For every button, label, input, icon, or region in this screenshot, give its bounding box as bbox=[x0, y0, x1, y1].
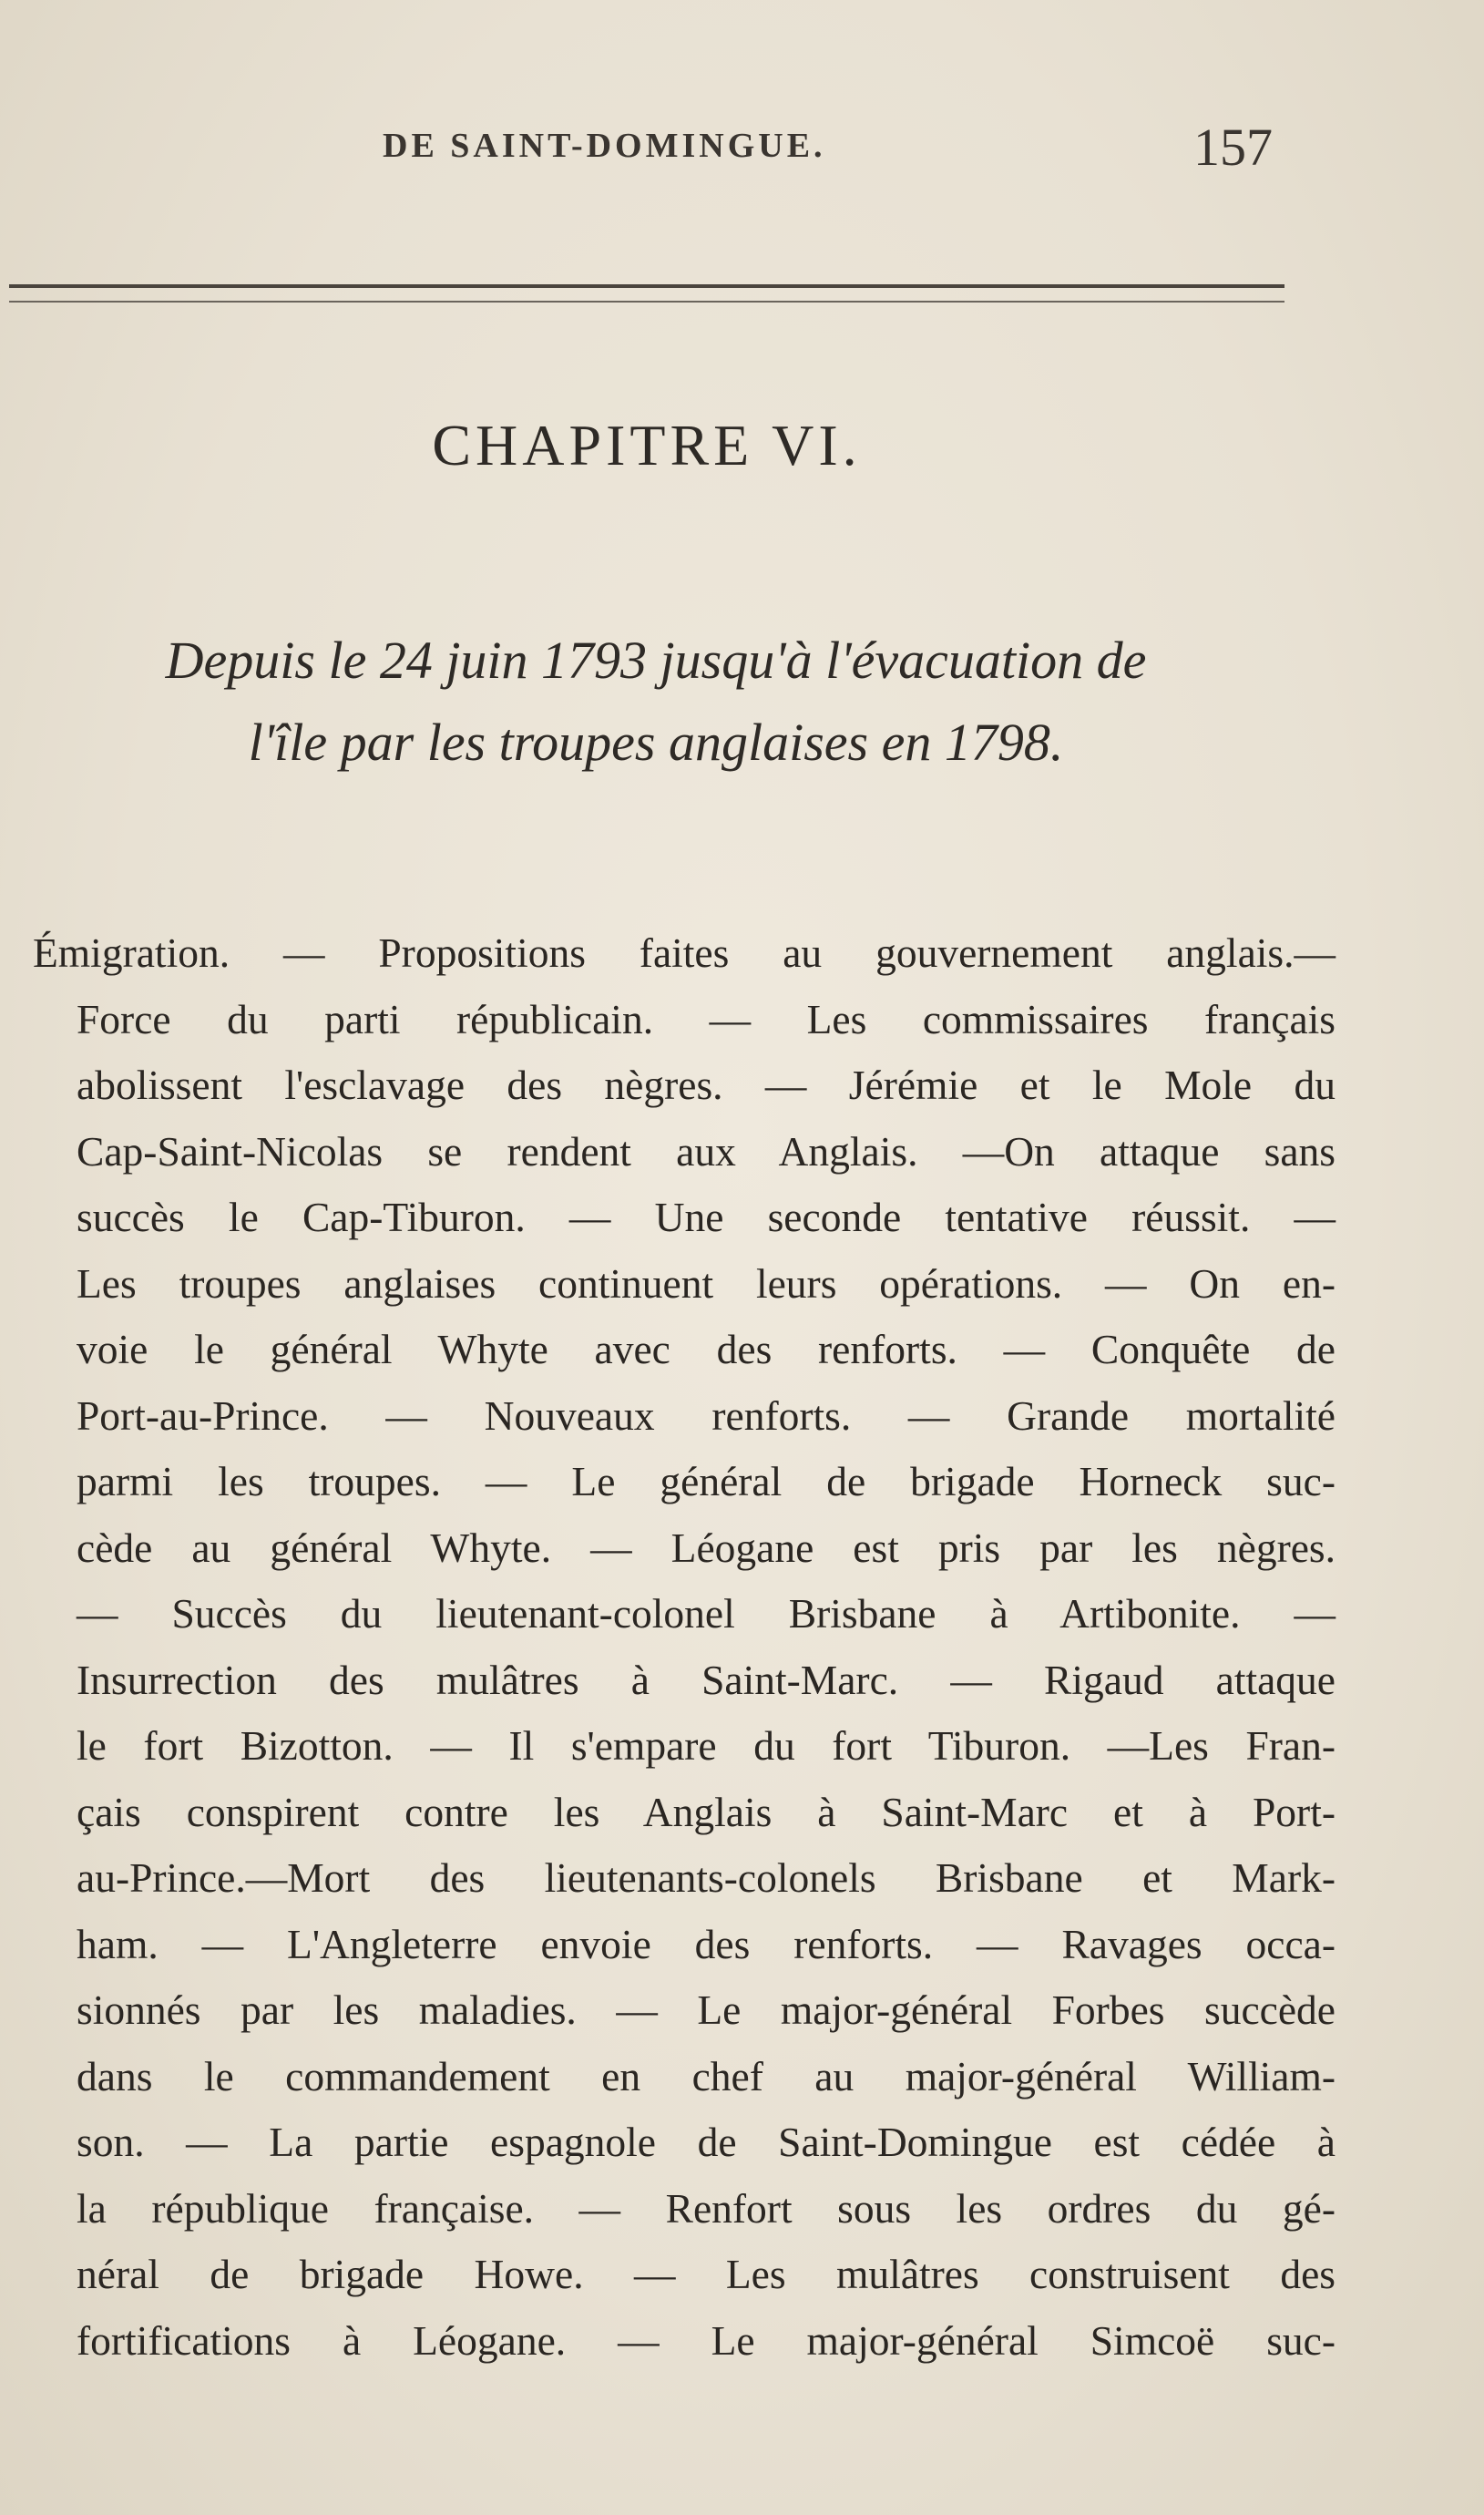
summary-line: néral de brigade Howe. — Les mulâtres construisent des bbox=[77, 2251, 1336, 2297]
chapter-title: CHAPITRE VI. bbox=[432, 413, 862, 477]
summary-line: Force du parti républicain. — Les commissaires français bbox=[77, 995, 1336, 1042]
chapter-subtitle bbox=[18, 620, 1294, 784]
subtitle-line: l'île par les troupes anglaises en 1798. bbox=[248, 713, 1064, 772]
chapter-summary bbox=[33, 920, 1336, 2374]
summary-line: cède au général Whyte. — Léogane est pris par les nègres. bbox=[77, 1524, 1336, 1571]
summary-line: succès le Cap-Tiburon. — Une seconde tentative réussit. — bbox=[77, 1194, 1336, 1240]
summary-line: ham. — L'Angleterre envoie des renforts. — Ravages occa- bbox=[77, 1920, 1336, 1967]
summary-line: Insurrection des mulâtres à Saint-Marc. — Rigaud attaque bbox=[77, 1656, 1336, 1703]
summary-line: çais conspirent contre les Anglais à Saint-Marc et à Port- bbox=[77, 1788, 1336, 1835]
summary-line: abolissent l'esclavage des nègres. — Jérémie et le Mole du bbox=[77, 1062, 1336, 1108]
summary-line: la république française. — Renfort sous les ordres du gé- bbox=[77, 2184, 1336, 2232]
subtitle-line: Depuis le 24 juin 1793 jusqu'à l'évacuation de bbox=[165, 631, 1147, 690]
summary-line: Cap-Saint-Nicolas se rendent aux Anglais. —On attaque sans bbox=[77, 1127, 1336, 1175]
summary-line: dans le commandement en chef au major-général William- bbox=[77, 2052, 1336, 2099]
summary-line: son. — La partie espagnole de Saint-Domingue est cédée à bbox=[77, 2119, 1336, 2165]
summary-line: Port-au-Prince. — Nouveaux renforts. — Grande mortalité bbox=[77, 1391, 1336, 1439]
summary-line: Émigration. — Propositions faites au gouvernement anglais.— bbox=[33, 929, 1336, 976]
summary-line: voie le général Whyte avec des renforts. — Conquête de bbox=[77, 1326, 1336, 1372]
summary-line: le fort Bizotton. — Il s'empare du fort Tiburon. —Les Fran- bbox=[77, 1722, 1336, 1769]
header-rule bbox=[9, 284, 1284, 303]
summary-line: Les troupes anglaises continuent leurs opérations. — On en- bbox=[77, 1259, 1336, 1307]
summary-line: sionnés par les maladies. — Le major-général Forbes succède bbox=[77, 1986, 1336, 2033]
summary-line: — Succès du lieutenant-colonel Brisbane à Artibonite. — bbox=[77, 1590, 1336, 1637]
summary-line: fortifications à Léogane. — Le major-général Simcoë suc- bbox=[77, 2316, 1336, 2364]
running-title: DE SAINT-DOMINGUE. bbox=[383, 127, 826, 165]
page-number: 157 bbox=[1193, 118, 1273, 177]
summary-line: au-Prince.—Mort des lieutenants-colonels Brisbane et Mark- bbox=[77, 1854, 1336, 1901]
summary-line: parmi les troupes. — Le général de brigade Horneck suc- bbox=[77, 1458, 1336, 1504]
